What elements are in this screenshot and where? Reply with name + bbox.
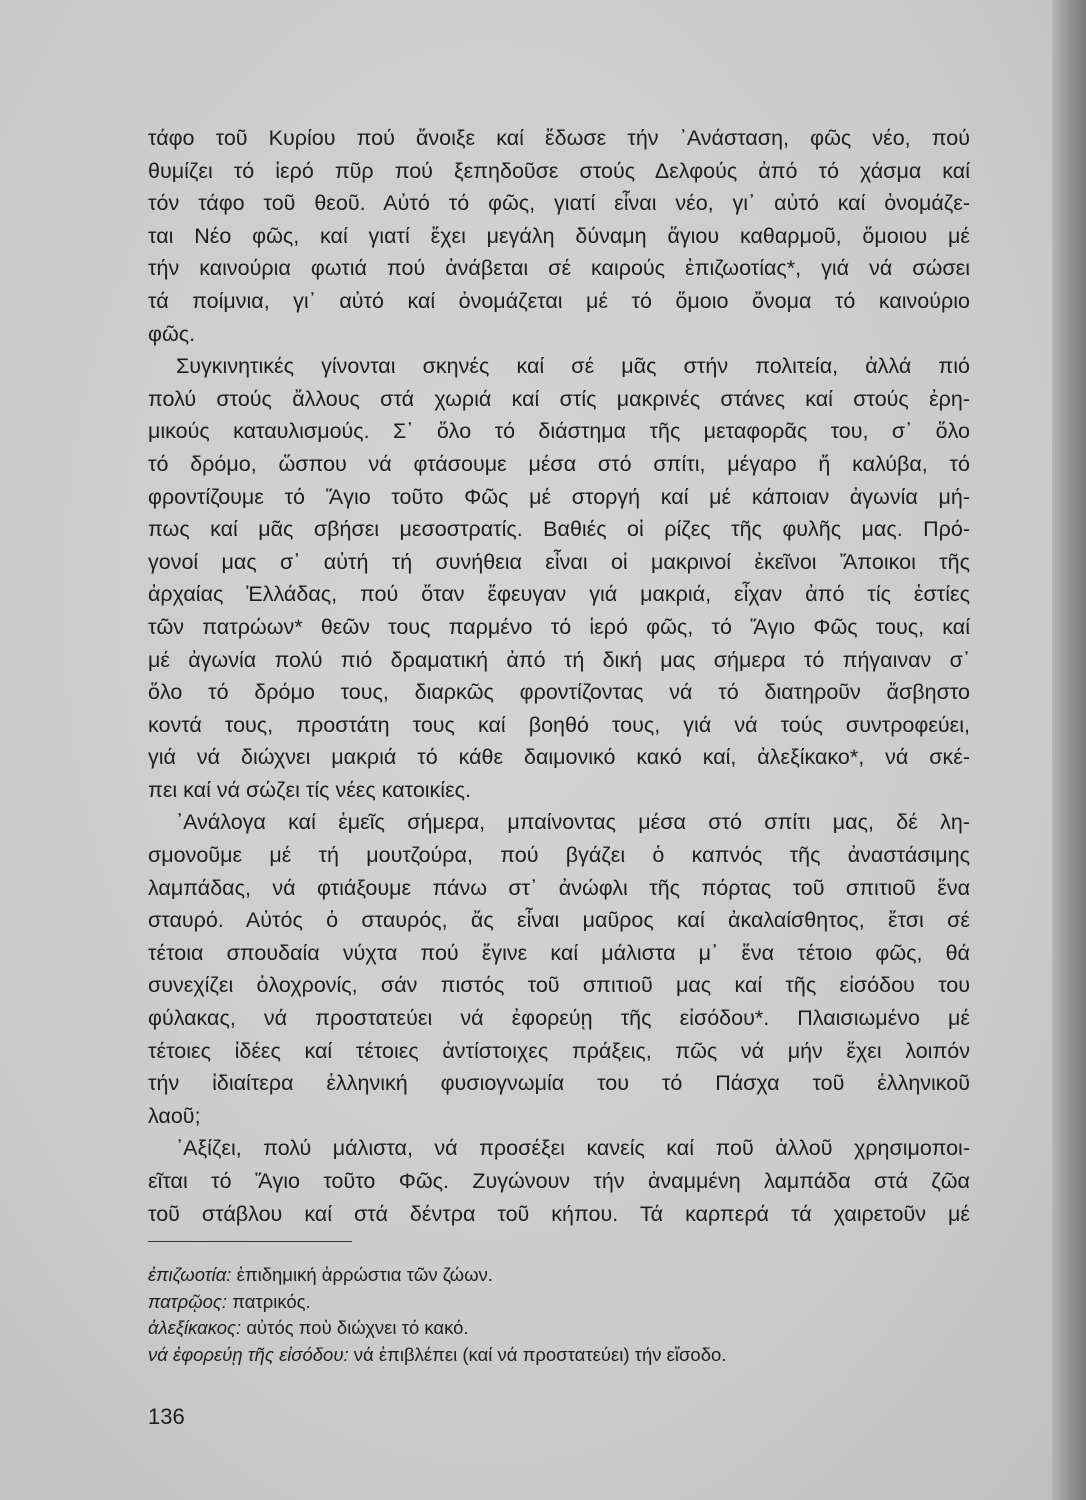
text-line: ἀρχαίας Ἑλλάδας, πού ὅταν ἔφευγαν γιά μακριά, εἶχαν ἀπό τίς ἑστίες xyxy=(148,582,970,607)
text-line: πολύ στούς ἄλλους στά χωριά καί στίς μακρινές στάνες καί στούς ἐρη- xyxy=(148,386,970,411)
footnote-term: ἐπιζωοτία: xyxy=(148,1264,232,1285)
text-line: γονοί μας σ᾿ αὐτή τή συνήθεια εἶναι οἱ μακρινοί ἐκεῖνοι Ἄποικοι τῆς xyxy=(148,549,970,574)
footnote-divider xyxy=(148,1241,352,1242)
text-line: τήν καινούρια φωτιά πού ἀνάβεται σέ καιρούς ἐπιζωοτίας*, γιά νά σώσει xyxy=(148,256,970,281)
text-line: τόν τάφο τοῦ θεοῦ. Αὐτό τό φῶς, γιατί εἶναι νέο, γι᾿ αὐτό καί ὀνομάζε- xyxy=(148,191,970,216)
footnotes xyxy=(148,1262,948,1368)
text-line: φῶς. xyxy=(148,321,196,346)
text-line: σμονοῦμε μέ τή μουτζούρα, πού βγάζει ὁ καπνός τῆς ἀναστάσιμης xyxy=(148,843,970,868)
footnote-definition: αὐτός ποὺ διώχνει τό κακό. xyxy=(246,1317,469,1338)
text-line: λαμπάδας, νά φτιάξουμε πάνω στ᾿ ἀνώφλι τῆς πόρτας τοῦ σπιτιοῦ ἕνα xyxy=(148,875,970,900)
footnote-definition: πατρικός. xyxy=(232,1290,311,1312)
text-line: πει καί νά σώζει τίς νέες κατοικίες. xyxy=(148,777,472,802)
text-line: πως καί μᾶς σβήσει μεσοστρατίς. Βαθιές οἱ ρίζες τῆς φυλῆς μας. Πρό- xyxy=(148,517,970,542)
text-line: μικούς καταυλισμούς. Σ᾿ ὅλο τό διάστημα τῆς μεταφορᾶς του, σ᾿ ὅλο xyxy=(148,419,970,444)
page-number: 136 xyxy=(148,1404,185,1429)
body-text xyxy=(148,122,970,1230)
footnote xyxy=(148,1342,948,1369)
text-line: ται Νέο φῶς, καί γιατί ἔχει μεγάλη δύναμη ἅγιου καθαρμοῦ, ὅμοιου μέ xyxy=(148,223,970,248)
footnote xyxy=(148,1315,948,1342)
text-line: γιά νά διώχνει μακριά τό κάθε δαιμονικό κακό καί, ἀλεξίκακο*, νά σκέ- xyxy=(148,745,970,770)
text-line: φύλακας, νά προστατεύει νά ἐφορεύῃ τῆς εἰσόδου*. Πλαισιωμένο μέ xyxy=(148,1006,970,1031)
text-line: θυμίζει τό ἱερό πῦρ πού ξεπηδοῦσε στούς Δελφούς ἀπό τό χάσμα καί xyxy=(148,158,970,183)
text-line: τήν ἰδιαίτερα ἑλληνική φυσιογνωμία του τό Πάσχα τοῦ ἑλληνικοῦ xyxy=(148,1071,970,1096)
footnote-term: ἀλεξίκακος: xyxy=(148,1317,242,1338)
text-line: σταυρό. Αὐτός ὁ σταυρός, ἄς εἶναι μαῦρος καί ἀκαλαίσθητος, ἔτσι σέ xyxy=(148,908,970,933)
text-line: ᾿Αξίζει, πολύ μάλιστα, νά προσέξει κανείς καί ποῦ ἀλλοῦ χρησιμοποι- xyxy=(176,1136,970,1161)
text-line: εῖται τό Ἅγιο τοῦτο Φῶς. Ζυγώνουν τήν ἀναμμένη λαμπάδα στά ζῶα xyxy=(148,1169,970,1193)
footnote xyxy=(148,1262,948,1289)
text-line: ᾿Ανάλογα καί ἐμεῖς σήμερα, μπαίνοντας μέσα στό σπίτι μας, δέ λη- xyxy=(176,810,970,835)
text-line: τῶν πατρώων* θεῶν τους παρμένο τό ἱερό φῶς, τό Ἅγιο Φῶς τους, καί xyxy=(148,614,970,639)
text-line: λαοῦ; xyxy=(148,1103,201,1128)
footnote-term: νά ἐφορεύῃ τῆς εἰσόδου: xyxy=(148,1343,349,1365)
text-line: τοῦ στάβλου καί στά δέντρα τοῦ κήπου. Τά καρπερά τά χαιρετοῦν μέ xyxy=(148,1201,970,1226)
text-line: κοντά τους, προστάτη τους καί βοηθό τους, γιά νά τούς συντροφεύει, xyxy=(148,712,970,737)
footnote-definition: ἐπιδημική ἀρρώστια τῶν ζώων. xyxy=(236,1264,493,1285)
footnote xyxy=(148,1289,948,1316)
text-line: τάφο τοῦ Κυρίου πού ἄνοιξε καί ἔδωσε τήν ᾿Ανάσταση, φῶς νέο, πού xyxy=(148,126,970,150)
text-line: τά ποίμνια, γι᾿ αὐτό καί ὀνομάζεται μέ τό ὅμοιο ὄνομα τό καινούριο xyxy=(148,288,970,313)
text-line: Συγκινητικές γίνονται σκηνές καί σέ μᾶς στήν πολιτεία, ἀλλά πιό xyxy=(176,354,970,379)
text-line: ὅλο τό δρόμο τους, διαρκῶς φροντίζοντας νά τό διατηροῦν ἄσβηστο xyxy=(148,680,970,705)
footnote-term: πατρῷος: xyxy=(148,1290,228,1312)
text-line: τό δρόμο, ὥσπου νά φτάσουμε μέσα στό σπίτι, μέγαρο ἤ καλύβα, τό xyxy=(148,451,970,476)
page-edge-shadow xyxy=(1052,0,1086,1500)
text-line: τέτοιες ἰδέες καί τέτοιες ἀντίστοιχες πράξεις, πῶς νά μήν ἔχει λοιπόν xyxy=(148,1038,970,1063)
text-line: συνεχίζει ὁλοχρονίς, σάν πιστός τοῦ σπιτιοῦ μας καί τῆς εἰσόδου του xyxy=(148,973,970,998)
text-line: τέτοια σπουδαία νύχτα πού ἔγινε καί μάλιστα μ᾿ ἕνα τέτοιο φῶς, θά xyxy=(148,940,970,965)
footnote-definition: νά ἐπιβλέπει (καί νά προστατεύει) τήν εἴσοδο. xyxy=(353,1343,727,1365)
text-line: φροντίζουμε τό Ἅγιο τοῦτο Φῶς μέ στοργή καί μέ κάποιαν ἀγωνία μή- xyxy=(148,484,970,509)
text-line: μέ ἀγωνία πολύ πιό δραματική ἀπό τή δική μας σήμερα τό πήγαιναν σ᾿ xyxy=(148,647,970,672)
